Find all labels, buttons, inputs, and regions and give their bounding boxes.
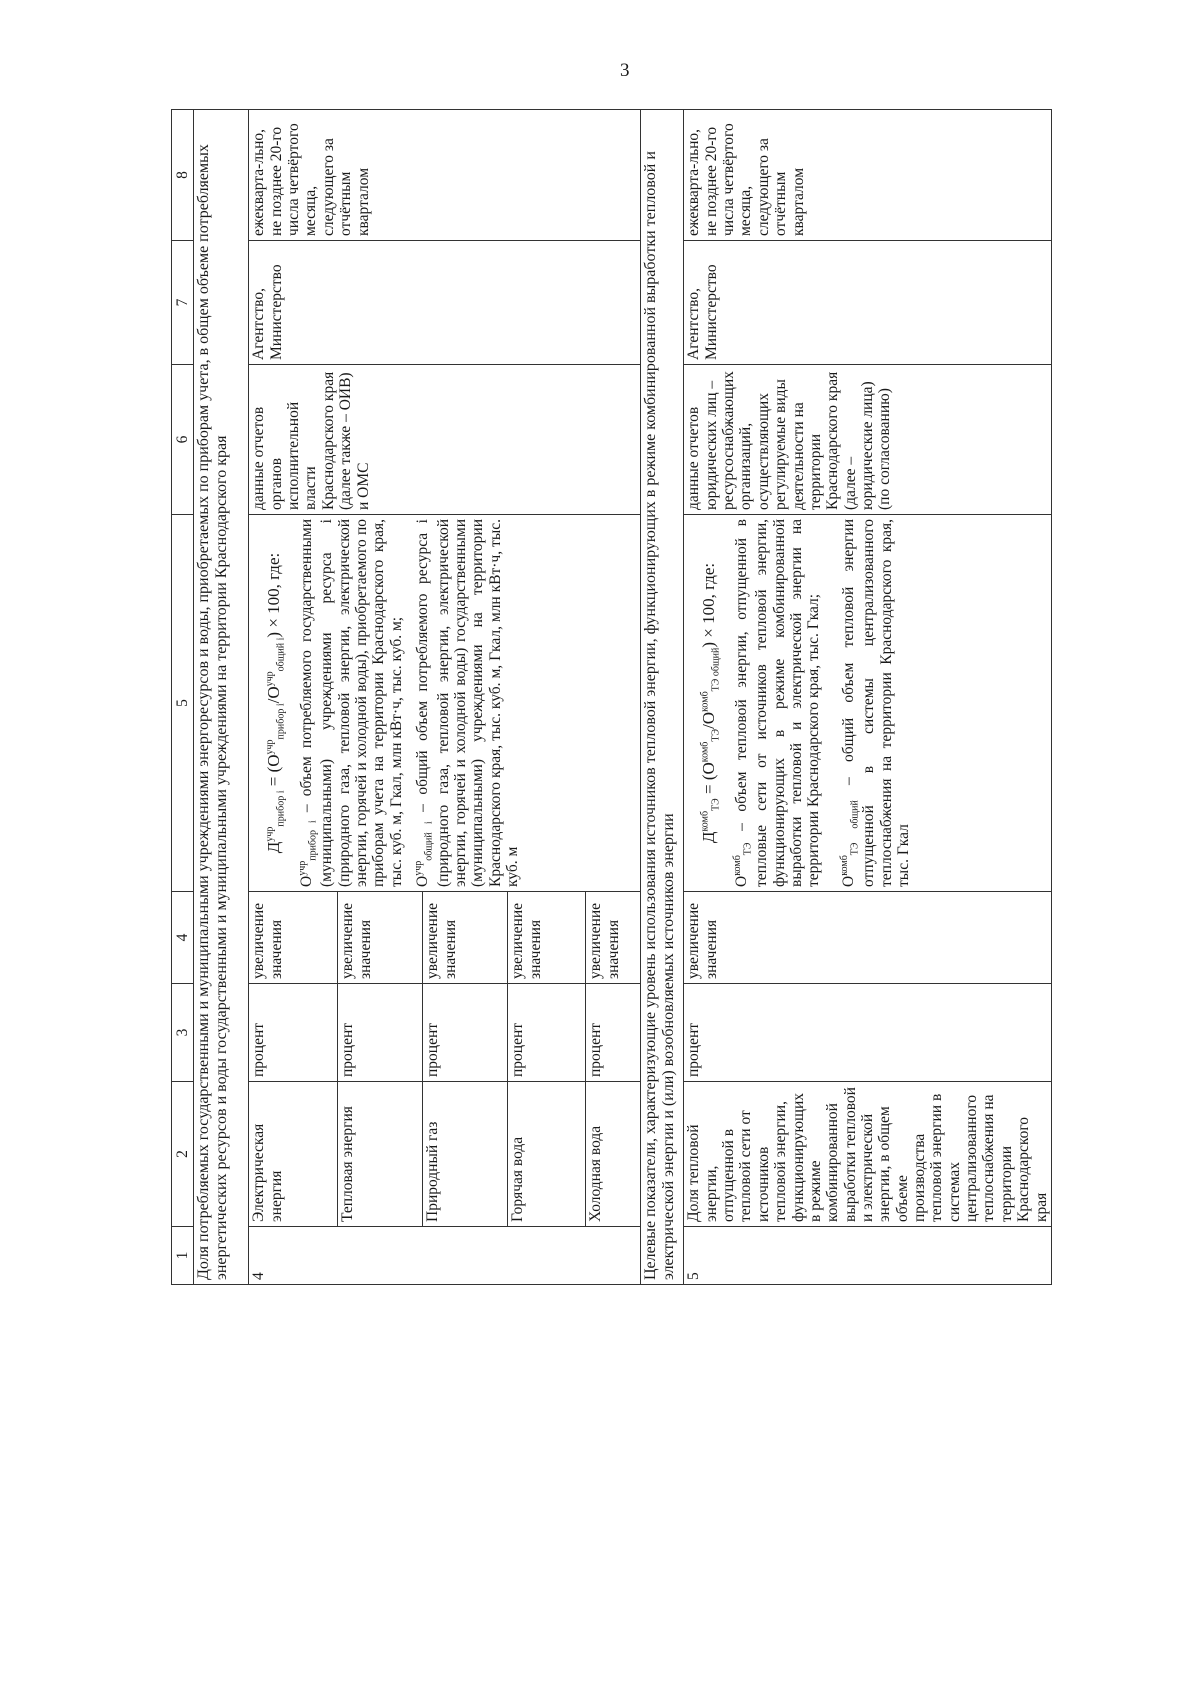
formula-definition: $О^{комб}_{ТЭ}$ – объем тепловой энергии, отпущенной в тепловые сети от источников тепловой энергии, функционирующих в режиме комбинированной выработки тепловой и электрической энергии на территории Краснодарского края, тыс. Гкал; bbox=[731, 519, 823, 887]
unit: процент bbox=[684, 984, 1052, 1082]
header-col-1: 1 bbox=[172, 1227, 194, 1285]
header-col-5: 5 bbox=[172, 515, 194, 892]
deadline: ежекварта-льно, не позднее 20-го числа четвёртого месяца, следующего за отчётным кварталом bbox=[684, 110, 1052, 241]
unit: процент bbox=[508, 984, 586, 1082]
section-title: Доля потребляемых государственными и муниципальными учреждениями энергоресурсов и воды, приобретаемых по приборам учета, в общем объеме потребляемых энергетических ресурсов и воды государственными и муниципальными учреждениями на территории Краснодарского края bbox=[194, 110, 249, 1285]
trend: увеличение значения bbox=[338, 892, 423, 984]
formula: $Д^{учр}_{прибор i} = (О^{учр}_{прибор i}/О^{учр}_{общий i}) \times 100$, где: bbox=[264, 552, 287, 854]
resource-name: Тепловая энергия bbox=[338, 1082, 423, 1227]
rotated-table-container bbox=[171, 110, 1094, 1285]
trend: увеличение значения bbox=[249, 892, 338, 984]
page-number: 3 bbox=[620, 60, 630, 81]
indicators-table bbox=[171, 109, 1052, 1285]
unit: процент bbox=[338, 984, 423, 1082]
trend: увеличение значения bbox=[508, 892, 586, 984]
resource-name: Горячая вода bbox=[508, 1082, 586, 1227]
trend: увеличение значения bbox=[684, 892, 1052, 984]
indicator-row bbox=[684, 110, 1052, 1285]
formula-definition: $О^{учр}_{общий i}$ – общий объем потребляемого ресурса i (природного газа, тепловой энергии, электрической энергии, горячей и холодной воды) государственными (муниципальными) учреждениями на территории Краснодарского края, тыс. куб. м, Гкал, млн кВт·ч, тыс. куб. м bbox=[413, 519, 522, 887]
formula-definition: $О^{комб}_{ТЭ общий}$ – общий объем тепловой энергии отпущенной в системы централизованного теплоснабжения на территории Краснодарского края, тыс. Гкал bbox=[838, 519, 912, 887]
trend: увеличение значения bbox=[423, 892, 508, 984]
header-col-8: 8 bbox=[172, 110, 194, 241]
section-title: Целевые показатели, характеризующие уровень использования источников тепловой энергии, функционирующих в режиме комбинированной выработки тепловой и электрической энергии и (или) возобновляемых источников энергии bbox=[641, 110, 684, 1285]
trend: увеличение значения bbox=[586, 892, 641, 984]
formula-cell bbox=[249, 515, 641, 892]
deadline: ежекварта-льно, не позднее 20-го числа четвёртого месяца, следующего за отчётным кварталом bbox=[249, 110, 641, 241]
formula-cell bbox=[684, 515, 1052, 892]
data-source: данные отчетов юридических лиц – ресурсоснабжающих организаций, осуществляющих регулируемые виды деятельности на территории Краснодарского края (далее – юридические лица) (по согласованию) bbox=[684, 365, 1052, 515]
header-col-3: 3 bbox=[172, 984, 194, 1082]
unit: процент bbox=[586, 984, 641, 1082]
header-col-4: 4 bbox=[172, 892, 194, 984]
section-title-row bbox=[194, 110, 249, 1285]
row-number: 4 bbox=[249, 1227, 641, 1285]
header-col-7: 7 bbox=[172, 241, 194, 365]
indicator-name: Доля тепловой энергии, отпущенной в тепловой сети от источников тепловой энергии, функционирующих в режиме комбинированной выработки тепловой и электрической энергии, в общем объеме производства тепловой энергии в системах централизованного теплоснабжения на территории Краснодарского края bbox=[684, 1082, 1052, 1227]
unit: процент bbox=[249, 984, 338, 1082]
indicator-row bbox=[249, 110, 338, 1285]
data-source: данные отчетов органов исполнительной власти Краснодарского края (далее также – ОИВ) и ОМС bbox=[249, 365, 641, 515]
responsible: Агентство, Министерство bbox=[249, 241, 641, 365]
formula-definition: $О^{учр}_{прибор i}$ – объем потребляемого государственными (муниципальными) учреждениями ресурса i (природного газа, тепловой энергии, электрической энергии, горячей и холодной воды), приобретаемого по приборам учета на территории Краснодарского края, тыс. куб. м, Гкал, млн кВт·ч, тыс. куб. м; bbox=[296, 519, 405, 887]
formula: $Д^{комб}_{ТЭ} = (О^{комб}_{ТЭ}/О^{комб}_{ТЭ общий}) \times 100$, где: bbox=[699, 562, 722, 844]
responsible: Агентство, Министерство bbox=[684, 241, 1052, 365]
header-col-2: 2 bbox=[172, 1082, 194, 1227]
header-col-6: 6 bbox=[172, 365, 194, 515]
resource-name: Холодная вода bbox=[586, 1082, 641, 1227]
resource-name: Природный газ bbox=[423, 1082, 508, 1227]
header-row bbox=[172, 110, 194, 1285]
unit: процент bbox=[423, 984, 508, 1082]
section-title-row bbox=[641, 110, 684, 1285]
resource-name: Электрическая энергия bbox=[249, 1082, 338, 1227]
row-number: 5 bbox=[684, 1227, 1052, 1285]
